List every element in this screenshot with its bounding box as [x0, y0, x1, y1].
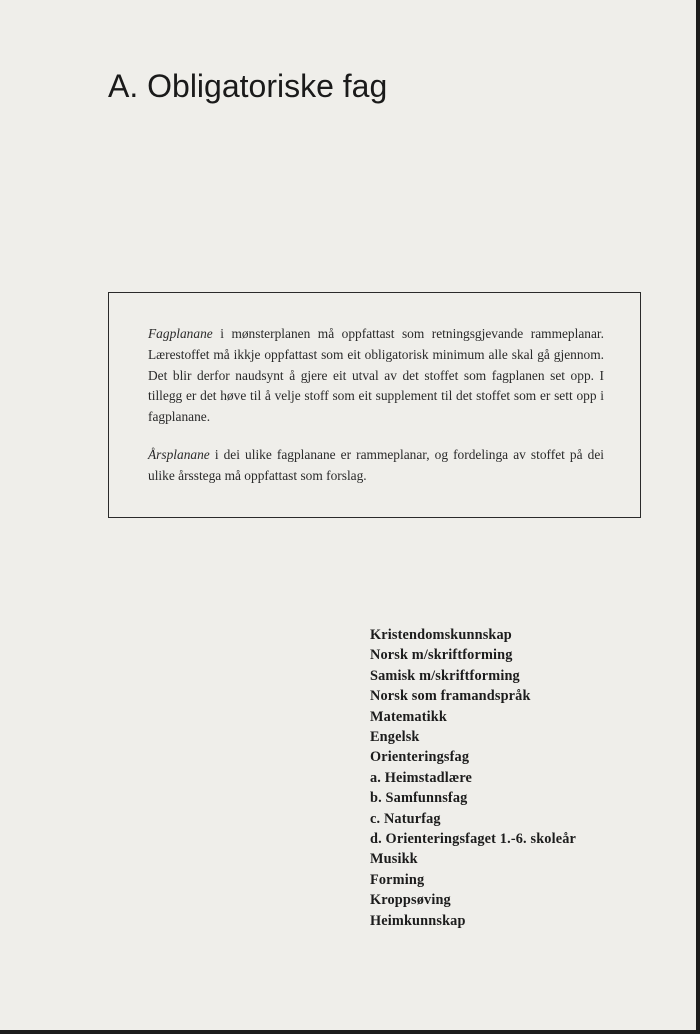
note-box [108, 292, 641, 518]
subject-item: Matematikk [370, 708, 447, 725]
note-paragraph-arsplanane [148, 445, 604, 487]
subject-item: Orienteringsfag [370, 749, 470, 766]
note-term-fagplanane: Fagplanane [148, 326, 213, 341]
subject-item: Samisk m/skriftforming [370, 667, 520, 684]
subject-item: Kristendomskunnskap [370, 627, 512, 643]
subject-item: Musikk [370, 851, 418, 868]
note-paragraph-fagplanane [148, 324, 604, 428]
note-text-arsplanane: i dei ulike fagplanane er rammeplanar, og fordelinga av stoffet på dei ulike årsstega må oppfattast som forslag. [148, 447, 604, 483]
subject-item: d. Orienteringsfaget 1.-6. skoleår [370, 831, 577, 848]
note-text-fagplanane: i mønsterplanen må oppfattast som retningsgjevande rammeplanar. Lærestoffet må ikkje oppfattast som eit obligatorisk minimum alle skal gå gjennom. Det blir derfor naudsynt å gjere eit utval av det stoffet som fagplanen set opp. I tillegg er det høve til å velje stoff som eit supplement til det stoffet som er sett opp i fagplanane. [148, 326, 604, 425]
subject-item: b. Samfunnsfag [370, 790, 468, 807]
page-title: A. Obligatoriske fag [108, 68, 388, 104]
subject-item: Forming [370, 871, 425, 888]
subject-item: Norsk som framandspråk [370, 688, 531, 705]
subject-item: Kroppsøving [370, 892, 451, 909]
subject-list [370, 625, 576, 931]
subject-item: a. Heimstadlære [370, 769, 473, 786]
note-term-arsplanane: Årsplanane [148, 447, 210, 462]
subject-item: Heimkunnskap [370, 912, 466, 929]
subject-item: c. Naturfag [370, 810, 441, 827]
subject-item: Norsk m/skriftforming [370, 647, 513, 664]
subject-item: Engelsk [370, 729, 420, 746]
